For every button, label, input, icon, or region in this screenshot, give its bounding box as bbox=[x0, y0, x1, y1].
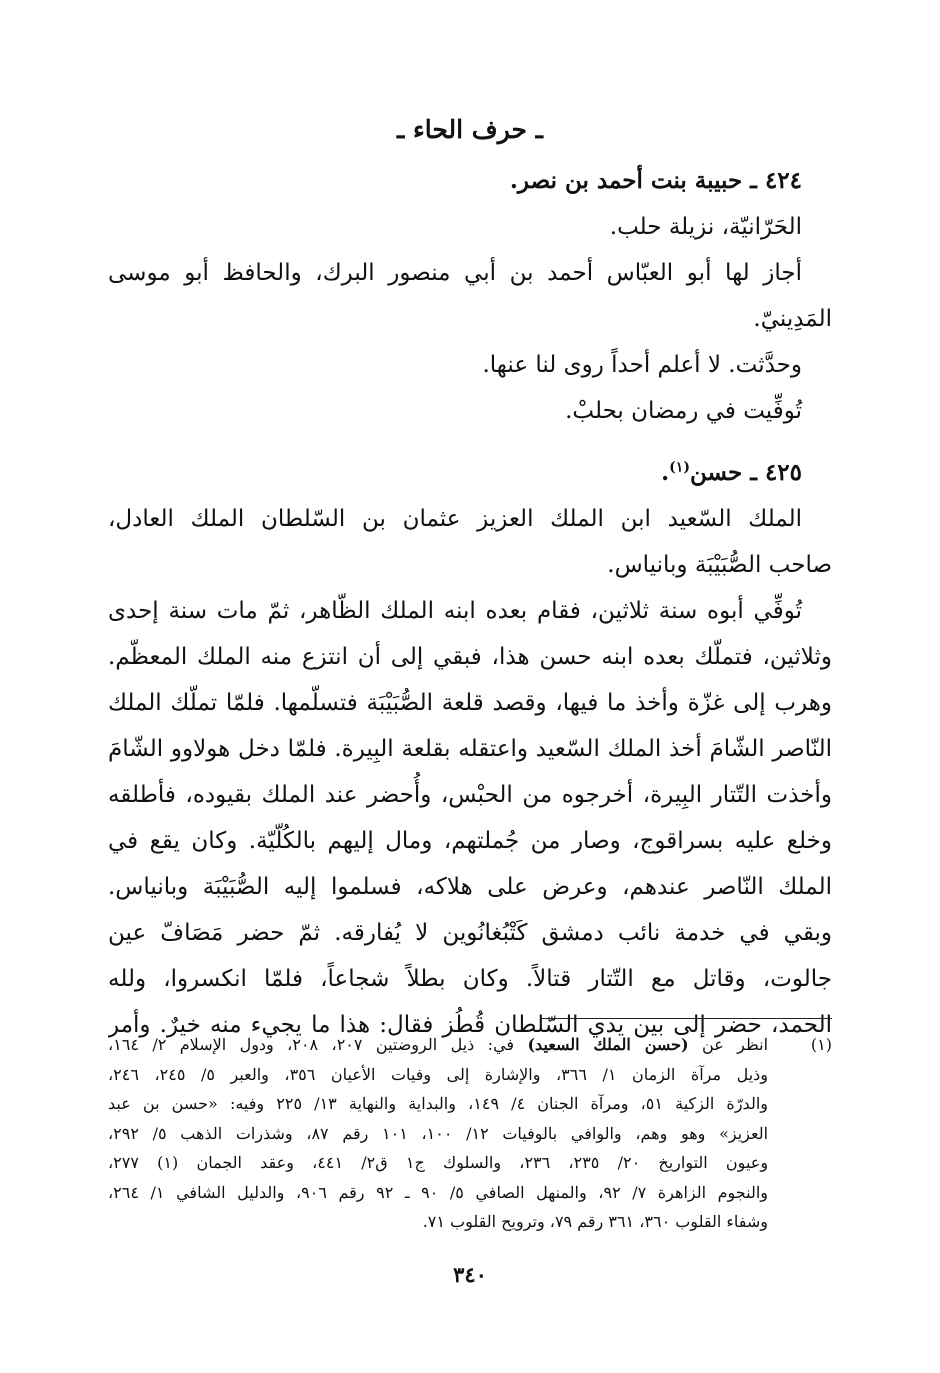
entry-424-line: أجاز لها أبو العبّاس أحمد بن أبي منصور البرك، والحافظ أبو موسى bbox=[108, 260, 802, 286]
entry-425-line: وخلع عليه بسراقوج، وصار من جُملتهم، ومال إليهم بالكُلّيّة. وكان يقع في bbox=[108, 828, 832, 854]
footnote-line bbox=[108, 1030, 768, 1060]
footnote-section bbox=[108, 1030, 832, 1237]
footnote-reference: (١) bbox=[669, 459, 690, 476]
footnote-line: العزيز» وهو وهم، والوافي بالوفيات ١٢/ ١٠٠، ١٠١ رقم ٨٧، وشذرات الذهب ٥/ ٢٩٢، bbox=[108, 1123, 768, 1143]
entry-424-line: الحَرّانيّة، نزيلة حلب. bbox=[609, 214, 802, 240]
entry-424-line: تُوفِّيت في رمضان بحلبْ. bbox=[565, 398, 802, 424]
entry-425-line: وأخذت التّتار البِيرة، أخرجوه من الحبْس، وأُحضر عند الملك بقيوده، فأطلقه bbox=[108, 782, 832, 808]
entry-425-title bbox=[108, 450, 832, 496]
entry-425 bbox=[108, 450, 832, 1048]
entry-424-line: المَدِينيّ. bbox=[753, 306, 832, 332]
footnote-lead: انظر عن bbox=[702, 1035, 768, 1054]
entry-425-line: الملك السّعيد ابن الملك العزيز عثمان بن السّلطان الملك العادل، bbox=[108, 506, 802, 532]
entry-425-line: الملك النّاصر عندهم، وعرض على هلاكه، فسلموا إليه الصُّبَيْبَة وبانياس. bbox=[108, 874, 832, 900]
footnote-divider bbox=[540, 1018, 832, 1019]
footnote-first-rest: في: ذيل الروضتين ٢٠٧، ٢٠٨، ودول الإسلام ٢/ ١٦٤، bbox=[108, 1035, 515, 1054]
entry-425-line: وثلاثين، فتملّك بعده ابنه حسن هذا، فبقي إلى أن انتزع منه الملك المعظّم. bbox=[108, 644, 832, 670]
footnote-line: والنجوم الزاهرة ٧/ ٩٢، والمنهل الصافي ٥/ ٩٠ ـ ٩٢ رقم ٩٠٦، والدليل الشافي ١/ ٢٦٤، bbox=[108, 1182, 768, 1202]
footnote-body bbox=[108, 1030, 768, 1237]
entry-425-line: جالوت، وقاتل مع التّتار قتالاً. وكان بطلاً شجاعاً، فلمّا انكسروا، ولله bbox=[108, 966, 832, 992]
entry-424-title: ٤٢٤ ـ حبيبة بنت أحمد بن نصر. bbox=[509, 167, 802, 194]
entry-424-line: وحدَّثت. لا أعلم أحداً روى لنا عنها. bbox=[482, 352, 802, 378]
entry-425-line: الحمد، حضر إلى بين يدي السّلطان قُطُز فقال: هذا ما يجيء منه خيرٌ. وأمر bbox=[108, 1012, 832, 1038]
footnote-line: وعيون التواريخ ٢٠/ ٢٣٥، ٢٣٦، والسلوك ج١ ق٢/ ٤٤١، وعقد الجمان (١) ٢٧٧، bbox=[108, 1153, 768, 1172]
footnote-line: وذيل مرآة الزمان ١/ ٣٦٦، والإشارة إلى وفيات الأعيان ٣٥٦، والعبر ٥/ ٢٤٥، ٢٤٦، bbox=[108, 1064, 768, 1084]
entry-425-line: تُوفِّي أبوه سنة ثلاثين، فقام بعده ابنه الملك الظّاهر، ثمّ مات سنة إحدى bbox=[108, 598, 802, 624]
entry-425-line: وبقي في خدمة نائب دمشق كَتْبُغانُوين لا يُفارقه. ثمّ حضر مَصَافّ عين bbox=[108, 920, 832, 946]
entry-425-line: وهرب إلى غزّة وأخذ ما فيها، وقصد قلعة الصُّبَيْبَة فتسلّمها. فلمّا تملّك الملك bbox=[108, 690, 832, 716]
page-number: ٣٤٠ bbox=[453, 1262, 487, 1287]
footnote-line: والدرّة الزكية ٥١، ومرآة الجنان ٤/ ١٤٩، والبداية والنهاية ١٣/ ٢٢٥ وفيه: «حسن بن عبد bbox=[108, 1094, 768, 1113]
entry-425-line: صاحب الصُّبَيْبَة وبانياس. bbox=[607, 552, 832, 578]
chapter-heading: ـ حرف الحاء ـ bbox=[397, 115, 543, 144]
footnote-line: وشفاء القلوب ٣٦٠، ٣٦١ رقم ٧٩، وترويح القلوب ٧١. bbox=[422, 1212, 768, 1231]
entry-425-title-text: ٤٢٥ ـ حسن bbox=[689, 459, 802, 486]
entry-425-title-end: . bbox=[661, 459, 670, 486]
entry-425-line: النّاصر الشّامَ أخذ الملك السّعيد واعتقله بقلعة البِيرة. فلمّا دخل هولاوو الشّامَ bbox=[108, 736, 832, 762]
entry-424 bbox=[108, 158, 832, 434]
footnote-marker: (١) bbox=[810, 1035, 832, 1054]
footnote-subject: (حسن الملك السعيد) bbox=[527, 1035, 689, 1054]
